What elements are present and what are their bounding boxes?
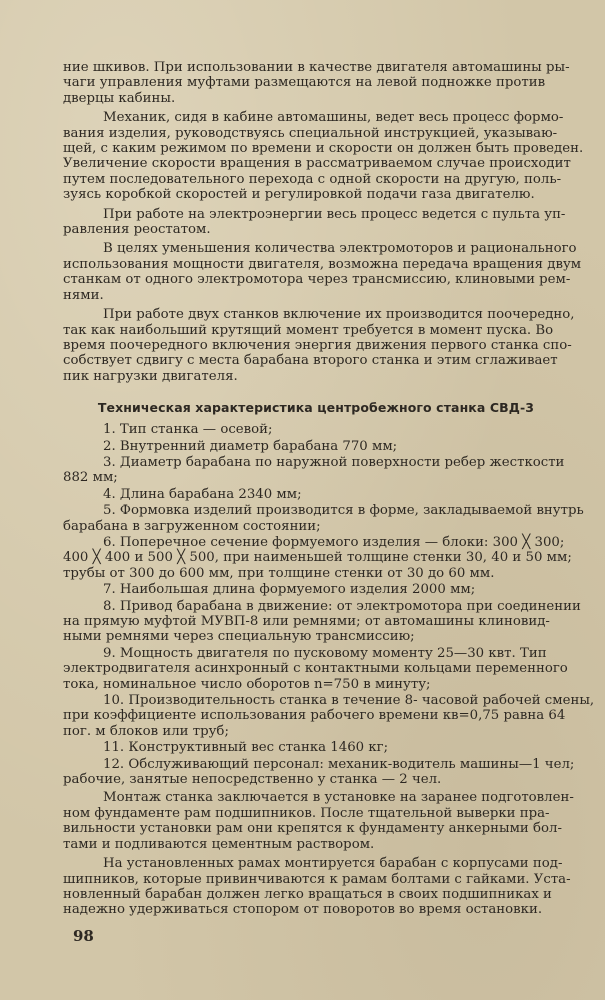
paragraph bbox=[63, 856, 569, 918]
text-line: использования мощности двигателя, возможна передача вращения двум bbox=[63, 256, 582, 272]
page-number: 98 bbox=[73, 927, 94, 945]
text-line: 400 ╳ 400 и 500 ╳ 500, при наименьшей толщине стенки 30, 40 и 50 мм; bbox=[63, 550, 572, 566]
text-line: трубы от 300 до 600 мм, при толщине стенки от 30 до 60 мм. bbox=[63, 565, 495, 581]
text-line: электродвигателя асинхронный с контактными кольцами переменного bbox=[63, 661, 568, 677]
text-line: тока, номинальное число оборотов n=750 в минуту; bbox=[63, 676, 431, 692]
spec-item bbox=[63, 598, 581, 645]
paragraph bbox=[63, 110, 584, 203]
paragraph bbox=[63, 207, 569, 238]
section-heading: Техническая характеристика центробежного станка СВД-3 bbox=[97, 400, 535, 416]
text-line: На установленных рамах монтируется барабан с корпусами под- bbox=[103, 856, 563, 872]
text-line: Увеличение скорости вращения в рассматриваемом случае происходит bbox=[63, 156, 571, 172]
text-line: 8. Привод барабана в движение: от электромотора при соединении bbox=[103, 598, 581, 614]
text-line: 6. Поперечное сечение формуемого изделия — блоки: 300 ╳ 300; bbox=[103, 534, 565, 550]
text-line: 9. Мощность двигателя по пусковому моменту 25—30 квт. Тип bbox=[103, 645, 547, 661]
text-line: рабочие, занятые непосредственно у станка — 2 чел. bbox=[63, 772, 442, 788]
text-line: ными ремнями через специальную трансмиссию; bbox=[63, 629, 415, 645]
paragraph bbox=[63, 790, 574, 852]
text-line: Монтаж станка заключается в установке на заранее подготовлен- bbox=[103, 790, 574, 806]
spec-item bbox=[63, 503, 584, 534]
spec-list bbox=[63, 422, 595, 788]
spec-item bbox=[63, 582, 569, 597]
text-line: При работе двух станков включение их производится поочередно, bbox=[103, 307, 575, 323]
text-line: вильности установки рам они крепятся к фундаменту анкерными бол- bbox=[63, 821, 562, 837]
text-line: тами и подливаются цементным раствором. bbox=[63, 836, 375, 852]
text-line: зуясь коробкой скоростей и регулировкой подачи газа двигателю. bbox=[63, 187, 535, 203]
text-line: 1. Тип станка — осевой; bbox=[103, 422, 273, 438]
text-line: Механик, сидя в кабине автомашины, ведет весь процесс формо- bbox=[103, 110, 564, 126]
spec-item bbox=[63, 487, 569, 502]
spec-item bbox=[63, 740, 569, 755]
spec-item bbox=[63, 455, 569, 486]
paragraph bbox=[63, 307, 575, 384]
paragraph bbox=[63, 241, 582, 303]
text-line: дверцы кабины. bbox=[63, 90, 176, 106]
spec-item bbox=[63, 534, 572, 581]
text-line: время поочередного включения энергия движения первого станка спо- bbox=[63, 337, 572, 353]
text-line: так как наибольший крутящий момент требуется в момент пуска. Во bbox=[63, 322, 554, 338]
text-line: чаги управления муфтами размещаются на левой подножке против bbox=[63, 75, 546, 91]
text-line: 2. Внутренний диаметр барабана 770 мм; bbox=[103, 438, 398, 454]
text-line: равления реостатом. bbox=[63, 222, 211, 238]
text-line: При работе на электроэнергии весь процесс ведется с пульта уп- bbox=[103, 206, 566, 222]
text-line: 7. Наибольшая длина формуемого изделия 2000 мм; bbox=[103, 582, 476, 598]
spec-item bbox=[63, 646, 569, 692]
text-line: вания изделия, руководствуясь специальной инструкцией, указываю- bbox=[63, 125, 558, 141]
text-line: В целях уменьшения количества электромоторов и рационального bbox=[103, 241, 577, 257]
text-line: пог. м блоков или труб; bbox=[63, 723, 229, 739]
spec-item bbox=[63, 422, 569, 437]
text-line: 5. Формовка изделий производится в форме, закладываемой внутрь bbox=[103, 503, 584, 519]
text-line: станкам от одного электромотора через трансмиссию, клиновыми рем- bbox=[63, 272, 571, 288]
text-line: путем последовательного перехода с одной скорости на другую, поль- bbox=[63, 171, 562, 187]
spec-item bbox=[63, 756, 575, 788]
text-line: пик нагрузки двигателя. bbox=[63, 368, 238, 384]
text-line: надежно удерживаться стопором от поворотов во время остановки. bbox=[63, 902, 543, 918]
text-line: новленный барабан должен легко вращаться в своих подшипниках и bbox=[63, 886, 552, 902]
text-line: ном фундаменте рам подшипников. После тщательной выверки пра- bbox=[63, 805, 550, 821]
spec-item bbox=[63, 439, 569, 454]
text-line: 4. Длина барабана 2340 мм; bbox=[103, 486, 302, 502]
text-line: 10. Производительность станка в течение 8- часовой рабочей смены, bbox=[103, 693, 595, 709]
text-line: ние шкивов. При использовании в качестве двигателя автомашины ры- bbox=[63, 60, 570, 75]
text-line: барабана в загруженном состоянии; bbox=[63, 518, 321, 534]
text-line: щей, с каким режимом по времени и скорости он должен быть проведен. bbox=[63, 141, 584, 157]
text-line: на прямую муфтой МУВП-8 или ремнями; от автомашины клиновид- bbox=[63, 614, 550, 629]
text-line: нями. bbox=[63, 287, 104, 303]
text-line: 11. Конструктивный вес станка 1460 кг; bbox=[103, 740, 389, 756]
paragraph bbox=[63, 60, 569, 106]
text-line: 882 мм; bbox=[63, 470, 118, 486]
text-line: шипников, которые привинчиваются к рамам болтами с гайками. Уста- bbox=[63, 871, 571, 887]
text-line: собствует сдвигу с места барабана второго станка и этим сглаживает bbox=[63, 353, 558, 369]
intro-text bbox=[63, 60, 584, 384]
text-line: 3. Диаметр барабана по наружной поверхности ребер жесткости bbox=[103, 454, 565, 470]
spec-item bbox=[63, 693, 595, 739]
closing-text bbox=[63, 790, 574, 918]
text-line: 12. Обслуживающий персонал: механик-водитель машины—1 чел; bbox=[103, 756, 575, 772]
text-line: при коэффициенте использования рабочего времени кв=0,75 равна 64 bbox=[63, 708, 566, 724]
